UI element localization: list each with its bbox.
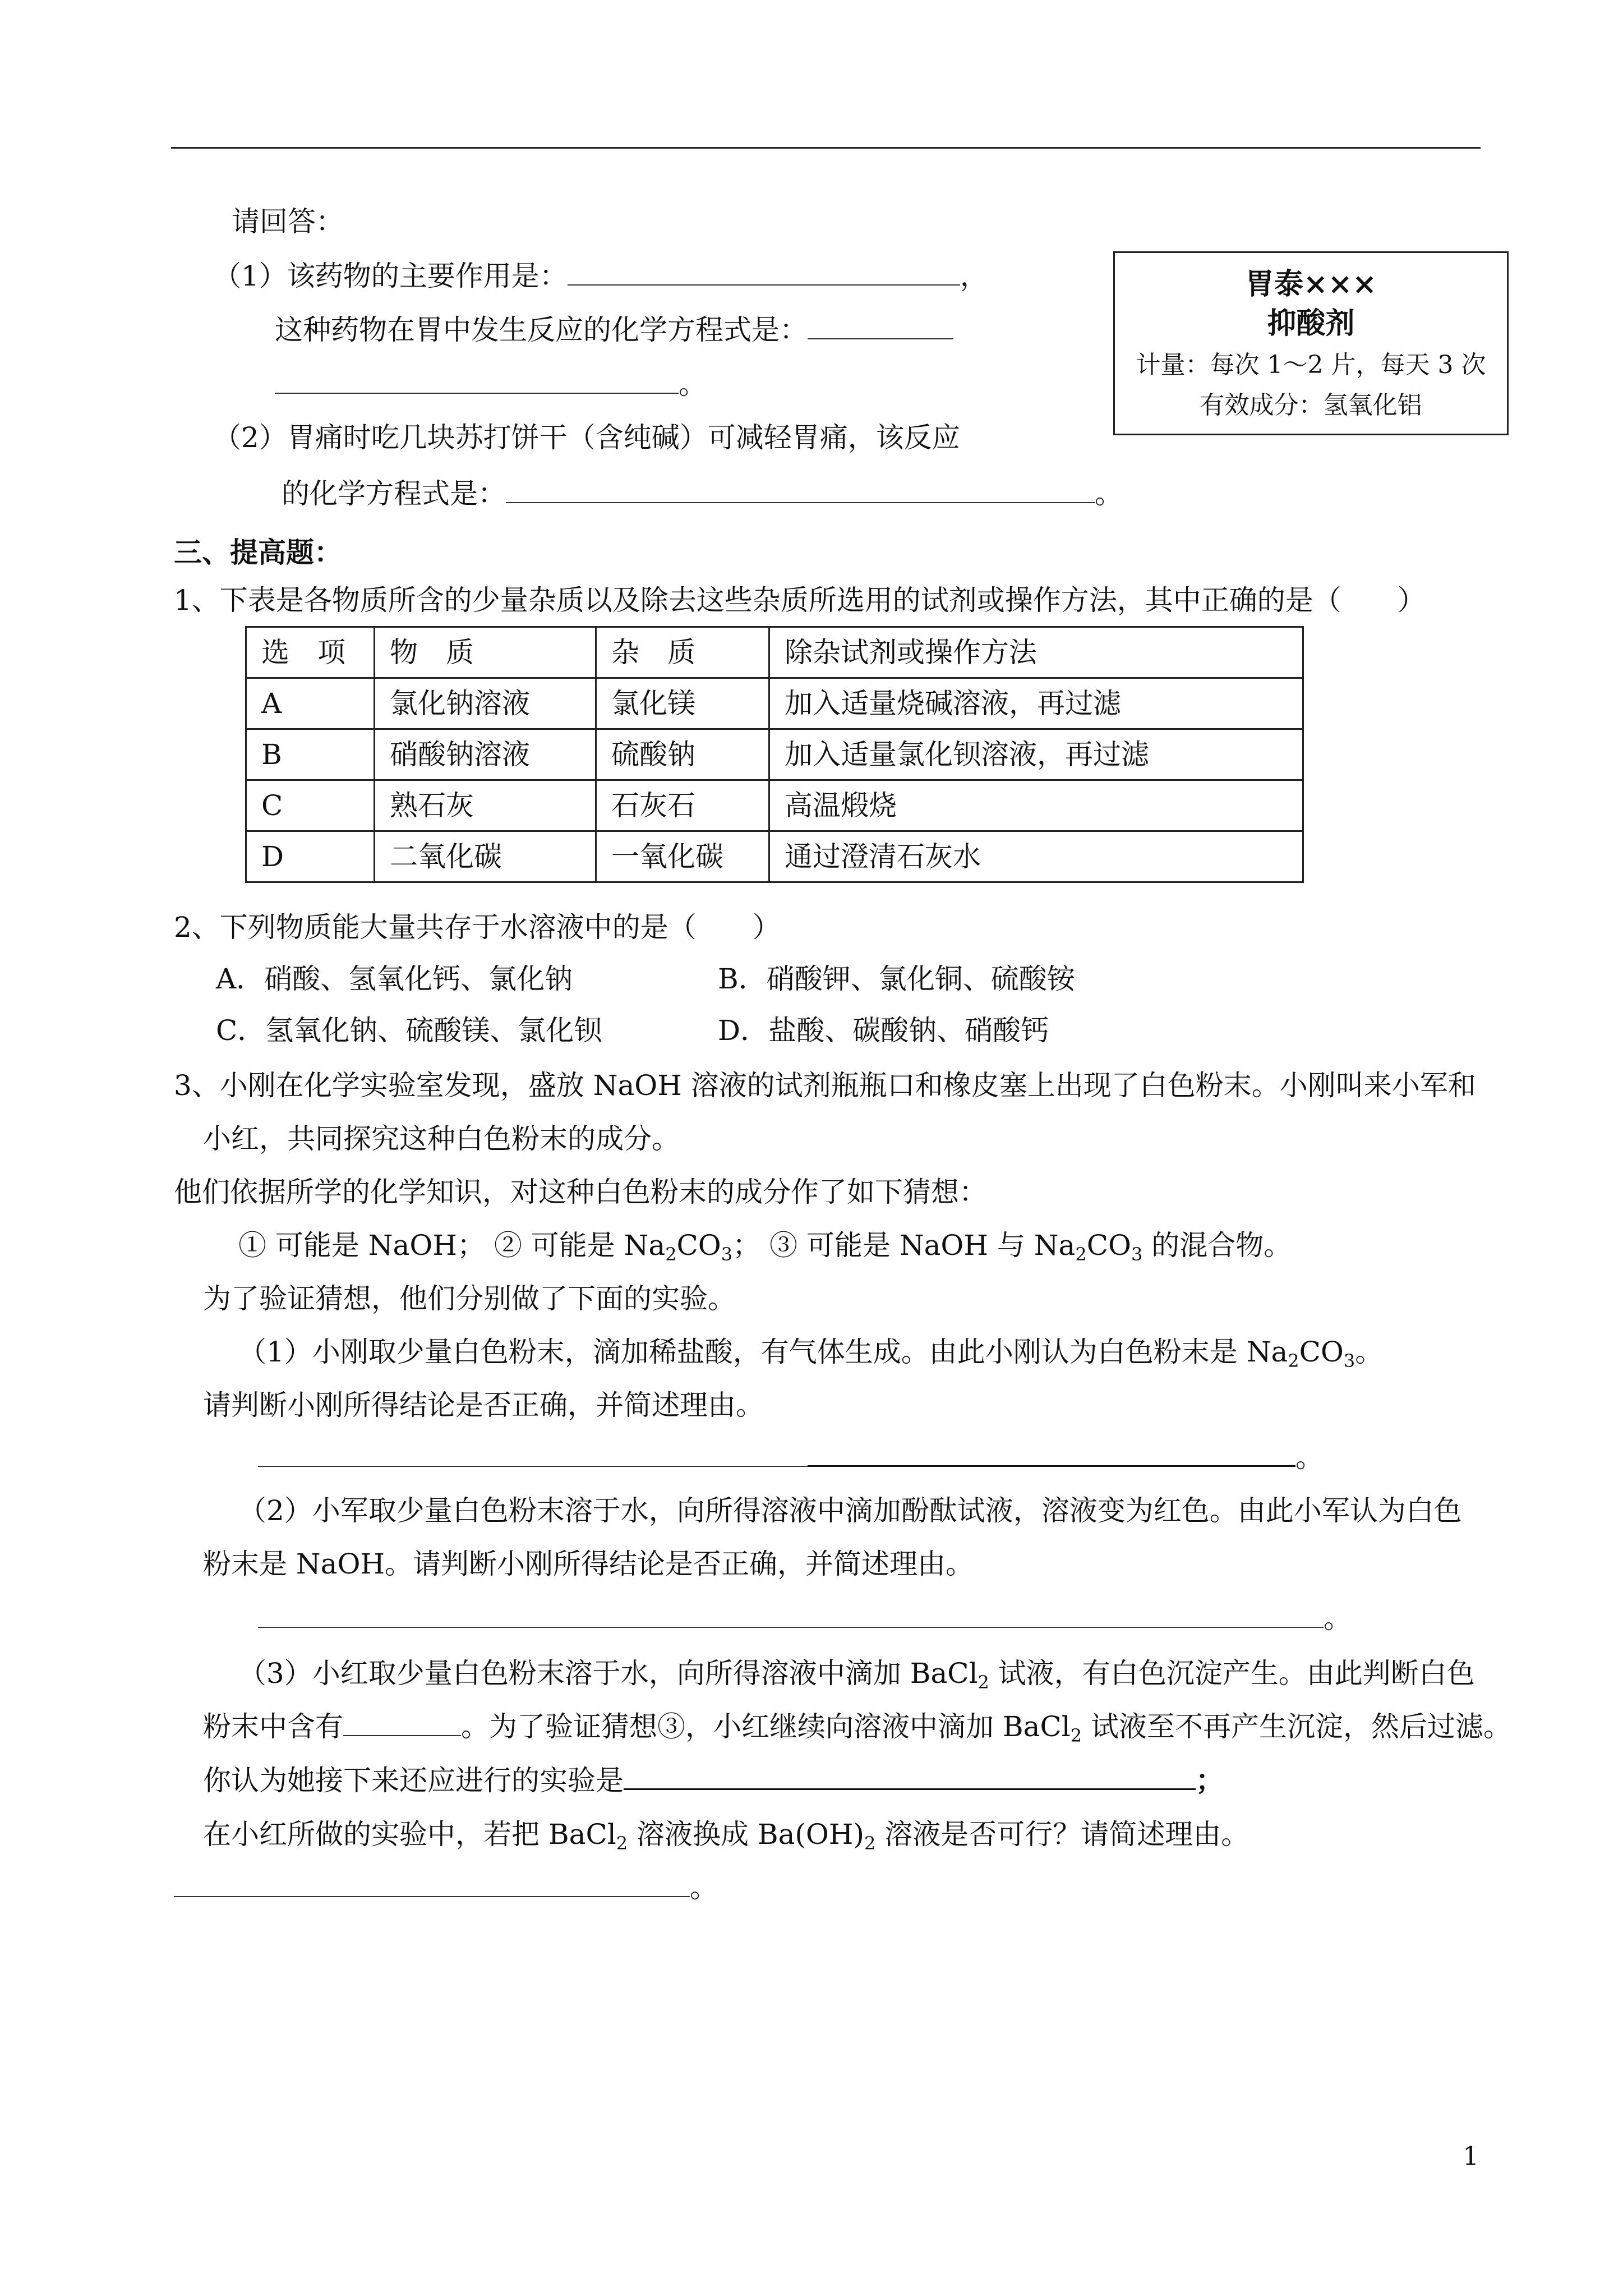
drug-type: 抑酸剂 <box>1267 306 1355 341</box>
header-rule <box>171 147 1481 149</box>
p2-option-a: A．硝酸、氢氧化钙、氯化钠 <box>216 963 573 995</box>
table-header-cell: 选 项 <box>246 627 375 678</box>
drug-ingredient: 有效成分：氢氧化铝 <box>1200 391 1422 420</box>
table-row <box>246 678 1303 729</box>
intro-text: 请回答： <box>232 205 344 238</box>
s2-answer-blank-a[interactable] <box>258 1604 819 1628</box>
p3-s2-line2: 粉末是 NaOH。请判断小刚所得结论是否正确，并简述理由。 <box>203 1548 974 1580</box>
p3-s1-line2: 请判断小刚所得结论是否正确，并简述理由。 <box>203 1389 764 1421</box>
table-cell: 高温煅烧 <box>769 780 1303 831</box>
drug-name: 胃泰××× <box>1245 267 1377 301</box>
q1-answer-blank-3[interactable] <box>275 370 679 394</box>
p3-line5: 为了验证猜想，他们分别做了下面的实验。 <box>203 1282 736 1315</box>
q2-answer-blank[interactable] <box>506 480 1095 503</box>
table-cell: 一氧化碳 <box>596 831 769 882</box>
table-row <box>246 780 1303 831</box>
table-cell: 加入适量氯化钡溶液，再过滤 <box>769 729 1303 780</box>
table-cell: 熟石灰 <box>375 780 596 831</box>
q1-line1: （1）该药物的主要作用是： ， <box>213 260 988 292</box>
table-cell: 氯化钠溶液 <box>375 678 596 729</box>
p3-guesses: ① 可能是 NaOH； ② 可能是 $Na_2CO_3$； ③ 可能是 NaOH 与 $Na_2CO_3$ 的混合物。 <box>238 1229 1292 1265</box>
s2-answer-blank-b[interactable] <box>819 1604 1324 1628</box>
table-header-cell: 除杂试剂或操作方法 <box>769 627 1303 678</box>
s3-content-blank[interactable] <box>343 1713 461 1736</box>
p1-question: 1、下表是各物质所含的少量杂质以及除去这些杂质所选用的试剂或操作方法，其中正确的是（ ） <box>174 584 1426 616</box>
table-row <box>246 831 1303 882</box>
table-cell: B <box>246 729 375 780</box>
s1-answer-blank-a[interactable] <box>258 1443 808 1467</box>
p3-s3-line3: 你认为她接下来还应进行的实验是 ； <box>203 1764 1224 1797</box>
p3-s1-line1: （1）小刚取少量白色粉末，滴加稀盐酸，有气体生成。由此小刚认为白色粉末是 $Na_2CO_3$。 <box>238 1336 1384 1372</box>
p3-s2-line1: （2）小军取少量白色粉末溶于水，向所得溶液中滴加酚酞试液，溶液变为红色。由此小军认为白色 <box>238 1494 1462 1527</box>
s3-reason-blank[interactable] <box>174 1874 690 1897</box>
p2-question: 2、下列物质能大量共存于水溶液中的是（ ） <box>174 911 781 944</box>
table-cell: D <box>246 831 375 882</box>
impurity-table <box>245 626 1304 883</box>
p3-line3: 他们依据所学的化学知识，对这种白色粉末的成分作了如下猜想： <box>174 1176 987 1208</box>
p2-option-b: B．硝酸钾、氯化铜、硫酸铵 <box>718 963 1075 995</box>
page-number: 1 <box>1463 2141 1479 2171</box>
table-cell: 氯化镁 <box>596 678 769 729</box>
p3-line1: 3、小刚在化学实验室发现，盛放 NaOH 溶液的试剂瓶瓶口和橡皮塞上出现了白色粉末。小刚叫来小军和 <box>174 1069 1476 1102</box>
q1-line3: 。 <box>275 370 707 398</box>
q1-answer-blank-2[interactable] <box>808 316 953 339</box>
table-cell: A <box>246 678 375 729</box>
s1-answer-blank-b[interactable] <box>808 1443 1295 1467</box>
p3-s2-answer: 。 <box>258 1604 1352 1632</box>
p3-s3-line1: （3）小红取少量白色粉末溶于水，向所得溶液中滴加 BaCl$_2$ 试液，有白色沉淀产生。由此判断白色 <box>238 1657 1475 1693</box>
p3-s1-answer: 。 <box>258 1443 1324 1471</box>
p3-s3-answer: 。 <box>174 1874 718 1902</box>
table-header-cell: 物 质 <box>375 627 596 678</box>
p3-line2: 小红，共同探究这种白色粉末的成分。 <box>203 1122 680 1155</box>
section3-title: 三、提高题： <box>174 536 342 569</box>
table-cell: C <box>246 780 375 831</box>
p2-option-d: D．盐酸、碳酸钠、硝酸钙 <box>718 1014 1049 1047</box>
table-row <box>246 729 1303 780</box>
table-cell: 硝酸钠溶液 <box>375 729 596 780</box>
table-cell: 硫酸钠 <box>596 729 769 780</box>
p3-s3-line2: 粉末中含有 。为了验证猜想③，小红继续向溶液中滴加 BaCl$_2$ 试液至不再产生沉淀，然后过滤。 <box>203 1710 1511 1746</box>
p3-s3-line4: 在小红所做的实验中，若把 BaCl$_2$ 溶液换成 $Ba(OH)_2$ 溶液是否可行？请简述理由。 <box>203 1818 1249 1854</box>
q1-line2: 这种药物在胃中发生反应的化学方程式是： <box>275 316 953 344</box>
table-cell: 加入适量烧碱溶液，再过滤 <box>769 678 1303 729</box>
q1-answer-blank-1[interactable] <box>568 262 960 286</box>
s3-experiment-blank[interactable] <box>624 1766 1196 1790</box>
table-header-cell: 杂 质 <box>596 627 769 678</box>
p2-option-c: C．氢氧化钠、硫酸镁、氯化钡 <box>216 1014 602 1047</box>
q2-line2: 的化学方程式是： 。 <box>282 477 1123 510</box>
drug-dosage: 计量：每次 1～2 片，每天 3 次 <box>1136 351 1486 379</box>
table-cell: 二氧化碳 <box>375 831 596 882</box>
table-cell: 石灰石 <box>596 780 769 831</box>
table-header-row <box>246 627 1303 678</box>
q2-line1: （2）胃痛时吃几块苏打饼干（含纯碱）可减轻胃痛，该反应 <box>213 421 960 454</box>
table-cell: 通过澄清石灰水 <box>769 831 1303 882</box>
drug-label-box <box>1113 251 1509 435</box>
